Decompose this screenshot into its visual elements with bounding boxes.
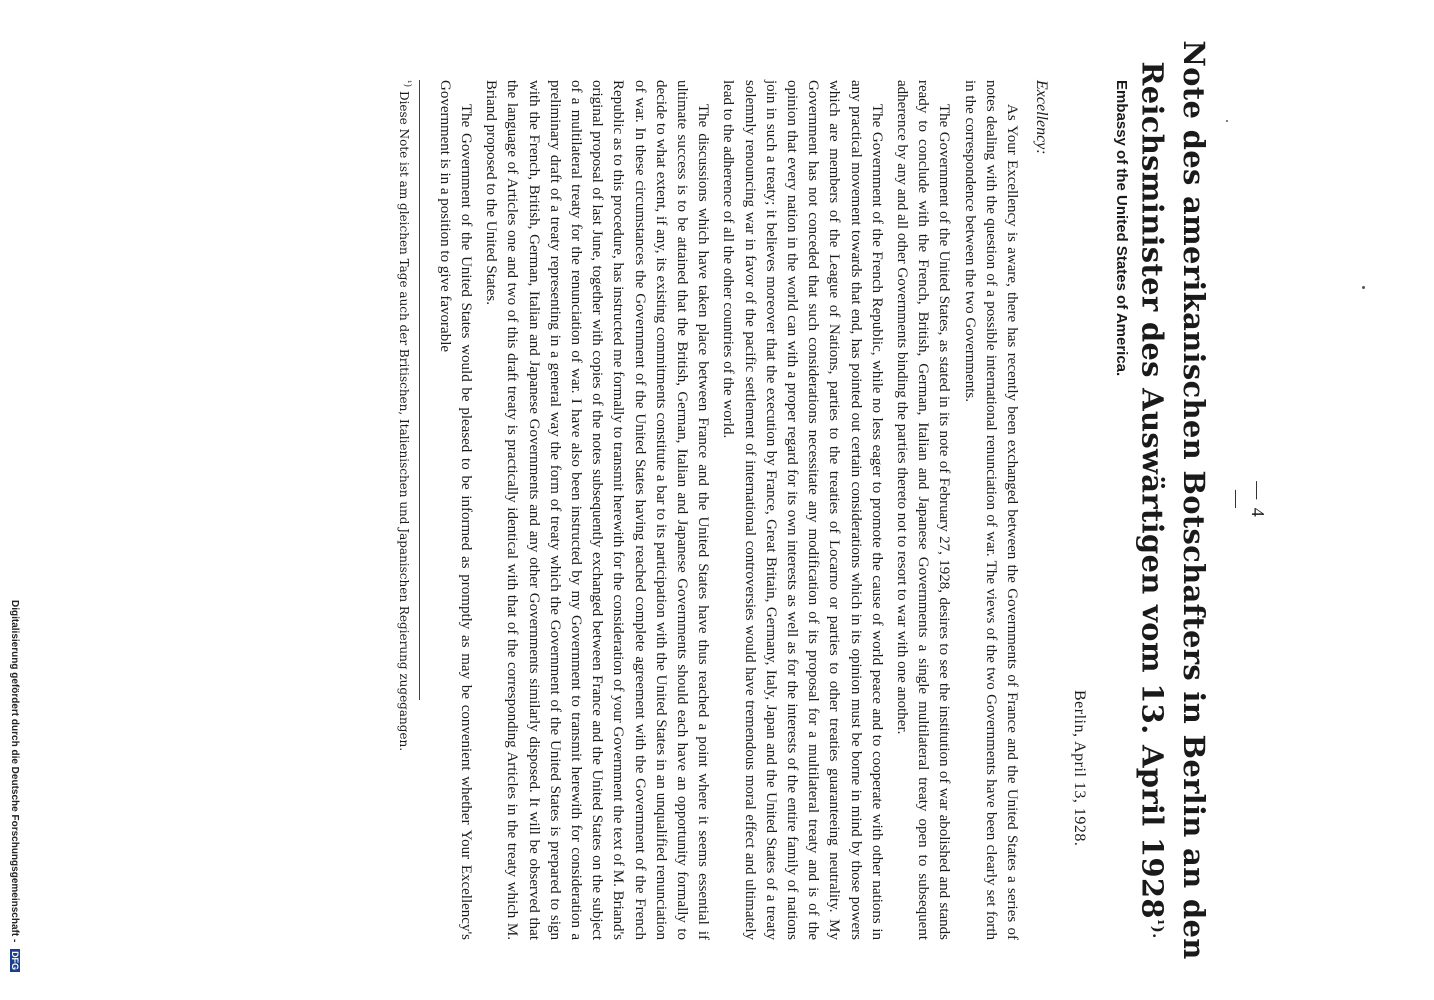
embassy-heading: Embassy of the United States of America. [1113,80,1130,377]
paragraph: The Government of the United States, as stated in its note of February 27, 1928, desires to see the institution of war abolished and stands ready to conclude with the French, British, German, Italian and Japanese Governments a single multilateral treaty open to subsequent adherence by any and all other Governments binding the parties thereto not to resort to war with one another. [893,80,953,940]
digitization-stamp [9,600,20,972]
dateline: Berlin, April 13, 1928. [1071,690,1088,847]
salutation: Excellency: [1033,80,1050,155]
footnote-divider [419,80,420,700]
title-text: Note des amerikanischen Botschafters in Berlin an den Reichsminister des Auswärtigen vom 13. April 1928 [1135,40,1211,960]
footnote-text: Diese Note ist am gleichen Tage auch der Britischen, Italienischen und Japanischen Regierung zugegangen. [397,90,411,752]
letter-body [430,80,1022,940]
scan-speck [1362,286,1365,289]
footnote [397,80,412,940]
paragraph: As Your Excellency is aware, there has recently been exchanged between the Governments of France and the United States a series of notes dealing with the question of a possible international renunciation of war. The views of the two Governments have been clearly set forth in the correspondence between the two Governments. [961,80,1020,940]
paragraph: The discussions which have taken place between France and the United States have thus reached a point where it seems essential if ultimate success is to be attained that the British, German, Italian and Japanese Governments should each have an opportunity formally to decide to what extent, if any, its existing commitments constitute a bar to its participation with the United States in an unqualified renunciation of war. In these circumstances the Government of the United States having reached complete agreement with the Government of the French Republic as to this procedure, has instructed me formally to transmit herewith for the consideration of your Government the text of M. Briand's original proposal of last June, together with copies of the notes subsequently exchanged between France and the United States on the subject of a multilateral treaty for the renunciation of war. I have also been instructed by my Government to transmit herewith for consideration a preliminary draft of a treaty representing in a general way the form of treaty which the Government of the United States is prepared to sign with the French, British, German, Italian and Japanese Governments and any other Governments similarly disposed. It will be observed that the language of Articles one and two of this draft treaty is practically identical with that of the corresponding Articles in the treaty which M. Briand proposed to the United States. [483,80,712,940]
document-page [110,0,1290,1000]
footnote-marker: ¹) [402,80,412,88]
page-number: — 4 — [1227,481,1268,519]
paragraph: The Government of the United States would be pleased to be informed as promptly as may be convenient whether Your Excellency's Government is in a position to give favorable [436,80,474,940]
page-title [1134,30,1212,970]
title-footnote-ref: ¹). [1149,918,1167,939]
paragraph: The Government of the French Republic, while no less eager to promote the cause of world peace and to cooperate with other nations in any practical movement towards that end, has pointed out certain considerations which in its opinion must be borne in mind by those powers which are members of the League of Nations, parties to the treaties of Locarno or parties to other treaties guaranteeing neutrality. My Government has not conceded that such considerations necessitate any modification of its proposal for a multilateral treaty and is of the opinion that every nation in the world can with a proper regard for its own interests as well as for the interests of the entire family of nations join in such a treaty; it believes moreover that the execution by France, Great Britain, Germany, Italy, Japan and the United States of a treaty solemnly renouncing war in favor of the pacific settlement of international controversies would have tremendous moral effect and ultimately lead to the adherence of all the other countries of the world. [720,80,885,940]
stamp-text: Digitalisierung gefördert durch die Deutsche Forschungsgemeinschaft - [9,600,20,943]
dfg-logo: DFG [10,951,20,971]
